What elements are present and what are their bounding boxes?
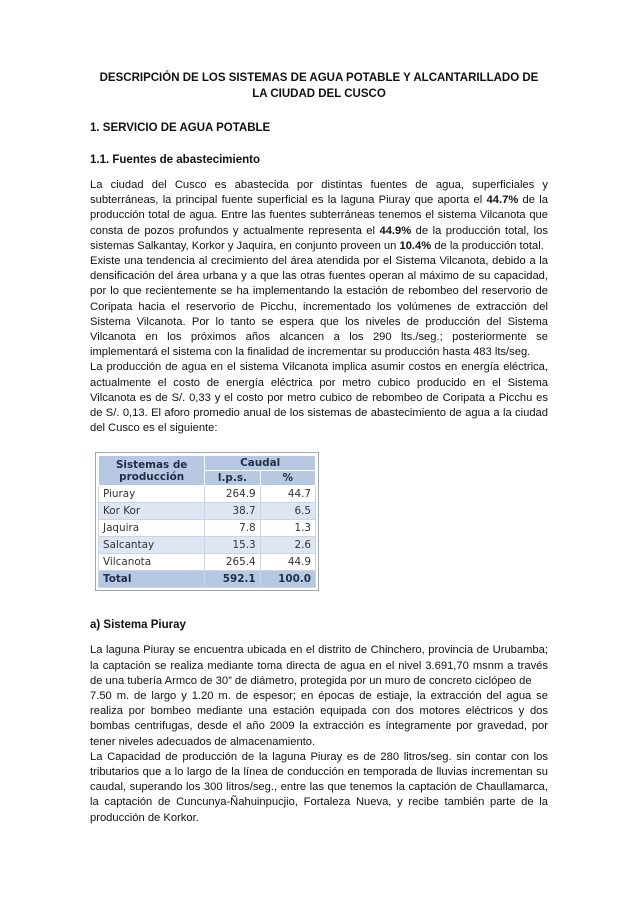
section-heading-1: 1. SERVICIO DE AGUA POTABLE bbox=[90, 122, 271, 134]
p1-text-g: de la producción total. bbox=[431, 239, 544, 252]
production-table bbox=[98, 455, 316, 588]
header-systems-line1: Sistemas de bbox=[115, 458, 188, 471]
total-pct: 100.0 bbox=[260, 571, 315, 588]
row-lps: 38.7 bbox=[205, 503, 260, 520]
header-lps: l.p.s. bbox=[205, 471, 260, 486]
row-name: Salcantay bbox=[99, 537, 205, 554]
table-row bbox=[99, 537, 316, 554]
paragraph-sources bbox=[90, 178, 548, 254]
total-lps: 592.1 bbox=[205, 571, 260, 588]
row-name: Kor Kor bbox=[99, 503, 205, 520]
p1-others-pct: 10.4% bbox=[399, 239, 432, 252]
header-systems bbox=[99, 456, 205, 486]
p1-vilcanota-pct: 44.9% bbox=[379, 224, 412, 237]
header-systems-line2: producción bbox=[119, 470, 185, 483]
section-heading-1-1: 1.1. Fuentes de abastecimiento bbox=[90, 154, 261, 166]
p1-text-e: de la producción total, los sistemas Salkantay, Korkor y Jaquira, en conjunto proveen un bbox=[90, 224, 548, 252]
table-total-row bbox=[99, 571, 316, 588]
table-row bbox=[99, 486, 316, 503]
row-lps: 7.8 bbox=[205, 520, 260, 537]
p1-text-a: La ciudad del Cusco es abastecida por distintas fuentes de agua, superficiales y subterráneas, la principal fuente superficial es la laguna Piuray que aporta el bbox=[90, 179, 548, 207]
header-caudal: Caudal bbox=[205, 456, 316, 471]
paragraph-vilcanota-growth: Existe una tendencia al crecimiento del área atendida por el Sistema Vilcanota, debido a la densificación del área urbana y a que las otras fuentes operan al máximo de su capacidad, por lo que recientemente se ha implementando la estación de rebombeo del reservorio de Coripata hacia el reservorio de Picchu, incrementado los volúmenes de extracción del Sistema Vilcanota. Por lo tanto se espera que los niveles de producción del Sistema Vilcanota en los próximos años alcancen a los 290 lts./seg.; posteriormente se implementará el sistema con la finalidad de incrementar su producción hasta 483 lts/seg. bbox=[90, 255, 548, 359]
row-name: Jaquira bbox=[99, 520, 205, 537]
production-table-frame bbox=[95, 452, 319, 591]
document-page bbox=[90, 70, 548, 826]
row-pct: 6.5 bbox=[260, 503, 315, 520]
p1-text-c: de la producción total de agua. Entre las fuentes subterráneas tenemos el sistema Vilcanota que consta de pozos profundos y actualmente representa el bbox=[90, 194, 548, 237]
row-pct: 44.9 bbox=[260, 554, 315, 571]
row-lps: 15.3 bbox=[205, 537, 260, 554]
title-line-1: DESCRIPCIÓN DE LOS SISTEMAS DE AGUA POTABLE Y ALCANTARILLADO DE bbox=[99, 72, 539, 84]
row-lps: 265.4 bbox=[205, 554, 260, 571]
total-name: Total bbox=[99, 571, 205, 588]
paragraph-piuray-wall: 7.50 m. de largo y 1.20 m. de espesor; en épocas de estiaje, la extracción del agua se realiza por bombeo mediante una estación equipada con dos motores eléctricos y dos bombas centrifugas, desde el año 2009 la extracción es íntegramente por gravedad, por tener niveles adecuados de almacenamiento. bbox=[90, 690, 548, 748]
section-heading-piuray: a) Sistema Piuray bbox=[90, 619, 186, 632]
row-pct: 44.7 bbox=[260, 486, 315, 503]
table-row bbox=[99, 554, 316, 571]
table-row bbox=[99, 503, 316, 520]
row-pct: 2.6 bbox=[260, 537, 315, 554]
row-name: Vilcanota bbox=[99, 554, 205, 571]
paragraph-piuray-location: La laguna Piuray se encuentra ubicada en el distrito de Chinchero, provincia de Urubamba; la captación se realiza mediante toma directa de agua en el nivel 3.691,70 msnm a través de una tubería Armco de 30” de diámetro, protegida por un muro de concreto ciclópeo de bbox=[90, 644, 548, 687]
row-name: Piuray bbox=[99, 486, 205, 503]
row-pct: 1.3 bbox=[260, 520, 315, 537]
paragraph-piuray-capacity: La Capacidad de producción de la laguna Piuray es de 280 litros/seg. sin contar con los tributarios que a lo largo de la línea de conducción en temporada de lluvias incrementan su caudal, superando los 300 litros/seg., entre las que tenemos la captación de Chaullamarca, la captación de Cuncunya-Ñahuinpucjio, Fortaleza Nueva, y recibe también parte de la producción de Korkor. bbox=[90, 750, 548, 824]
row-lps: 264.9 bbox=[205, 486, 260, 503]
table-row bbox=[99, 520, 316, 537]
p1-piuray-pct: 44.7% bbox=[486, 194, 519, 207]
paragraph-energy-costs: La producción de agua en el sistema Vilcanota implica asumir costos en energía eléctrica, actualmente el costo de energía eléctrica por metro cubico producido en el Sistema Vilcanota es de S/. 0,33 y el costo por metro cubico de rebombeo de Coripata a Picchu es de S/. 0,13. El aforo promedio anual de los sistemas de abastecimiento de agua a la ciudad del Cusco es el siguiente: bbox=[90, 361, 548, 435]
header-pct: % bbox=[260, 471, 315, 486]
document-title bbox=[90, 70, 548, 102]
title-line-2: LA CIUDAD DEL CUSCO bbox=[252, 88, 386, 100]
